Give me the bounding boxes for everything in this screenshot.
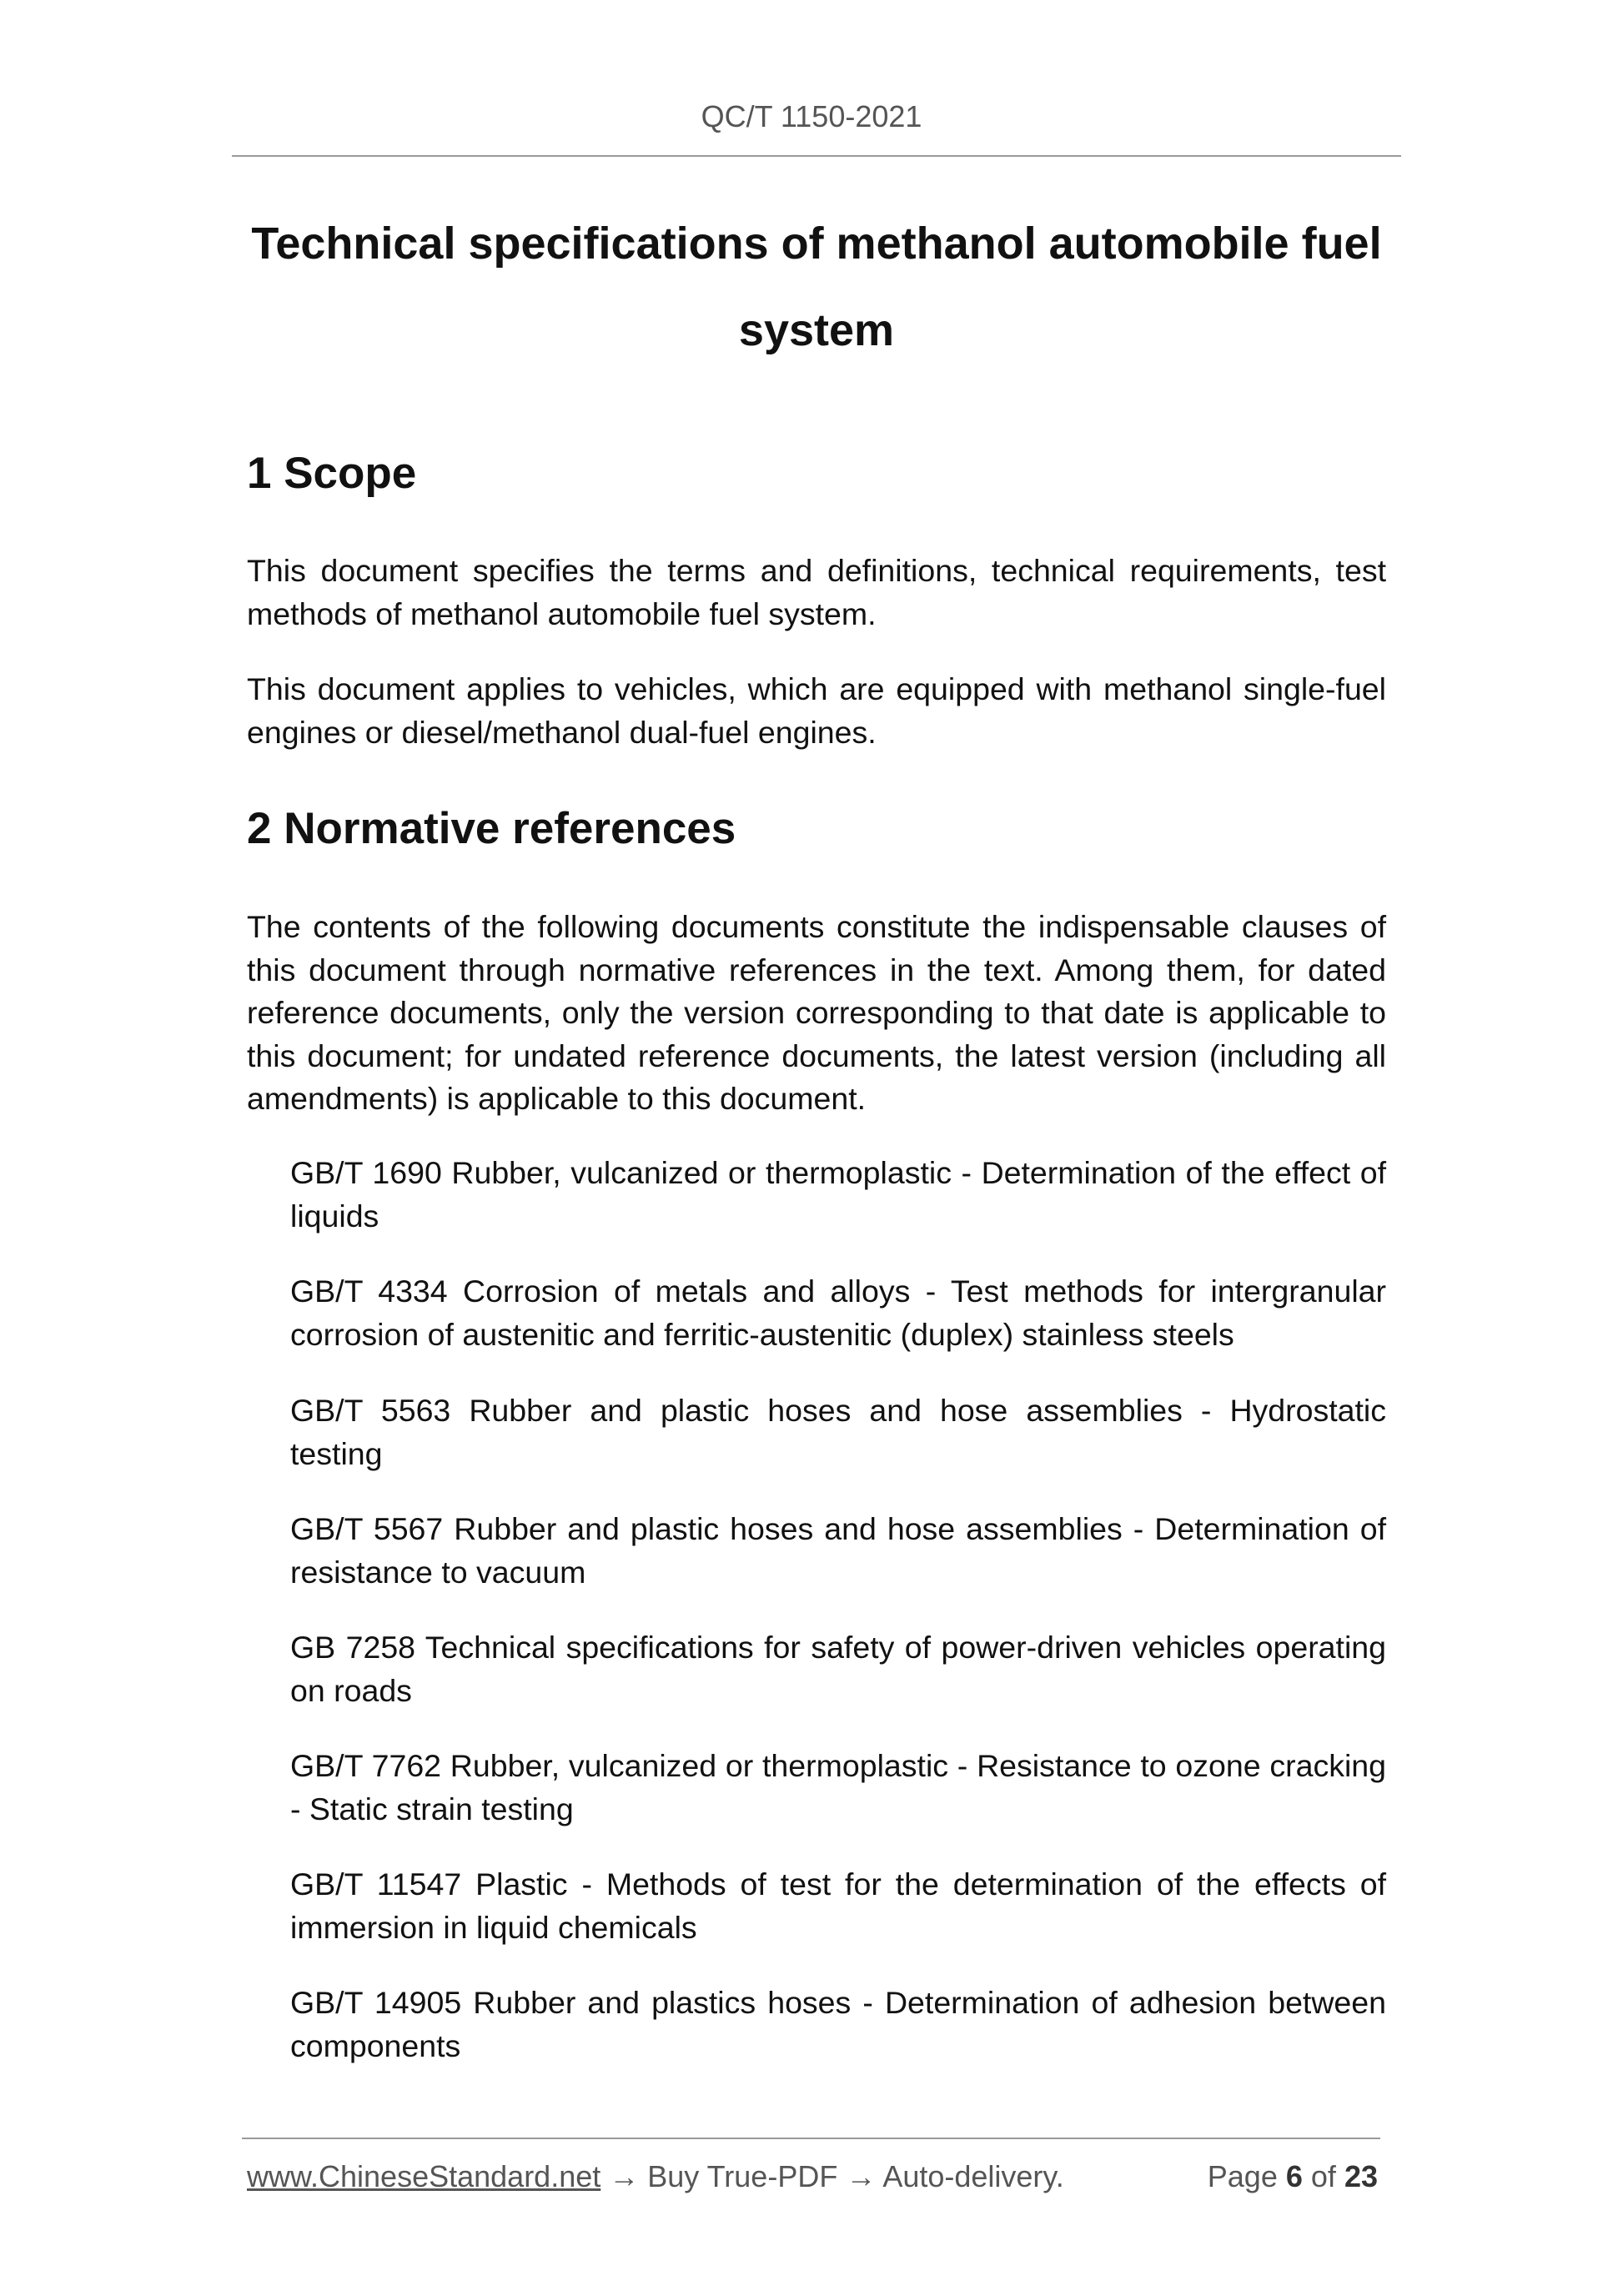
- normative-intro-paragraph: The contents of the following documents constitute the indispensable clauses of this document through normative references in the text. Among them, for dated reference documents, only the version corresponding to that date is applicable to this document; for undated reference documents, the latest version (including all amendments) is applicable to this document.: [247, 909, 1386, 1116]
- section-heading-scope: 1 Scope: [247, 449, 417, 498]
- footer: [247, 2158, 1378, 2195]
- reference-item: GB/T 5563 Rubber and plastic hoses and hose assemblies - Hydrostatic testing: [290, 1393, 1386, 1471]
- reference-item: GB/T 11547 Plastic - Methods of test for the determination of the effects of immersion in liquid chemicals: [290, 1866, 1386, 1945]
- reference-item: GB/T 1690 Rubber, vulcanized or thermoplastic - Determination of the effect of liquids: [290, 1155, 1386, 1233]
- reference-item: GB 7258 Technical specifications for safety of power-driven vehicles operating on roads: [290, 1630, 1386, 1708]
- footer-tagline: → Buy True-PDF → Auto-delivery.: [600, 2159, 1064, 2193]
- reference-item: GB/T 7762 Rubber, vulcanized or thermoplastic - Resistance to ozone cracking - Static strain testing: [290, 1748, 1386, 1826]
- document-title: Technical specifications of methanol automobile fuel system: [251, 219, 1382, 355]
- page-current: 6: [1285, 2159, 1303, 2193]
- header-divider: [232, 155, 1401, 157]
- scope-paragraph: This document applies to vehicles, which are equipped with methanol single-fuel engines or diesel/methanol dual-fuel engines.: [247, 671, 1386, 750]
- page-total: 23: [1344, 2159, 1378, 2193]
- section-heading-normative-references: 2 Normative references: [247, 804, 736, 853]
- page-indicator: [1208, 2158, 1378, 2195]
- header-doc-code: QC/T 1150-2021: [701, 99, 922, 133]
- footer-divider: [242, 2138, 1380, 2139]
- page-of-label: of: [1310, 2159, 1336, 2193]
- scope-paragraph: This document specifies the terms and definitions, technical requirements, test methods of methanol automobile fuel system.: [247, 553, 1386, 631]
- reference-item: GB/T 5567 Rubber and plastic hoses and hose assemblies - Determination of resistance to vacuum: [290, 1511, 1386, 1590]
- page-label: Page: [1207, 2159, 1278, 2193]
- footer-website-link[interactable]: www.ChineseStandard.net: [247, 2159, 601, 2193]
- reference-item: GB/T 4334 Corrosion of metals and alloys - Test methods for intergranular corrosion of austenitic and ferritic-austenitic (duplex) stainless steels: [290, 1274, 1386, 1352]
- reference-item: GB/T 14905 Rubber and plastics hoses - Determination of adhesion between components: [290, 1985, 1386, 2063]
